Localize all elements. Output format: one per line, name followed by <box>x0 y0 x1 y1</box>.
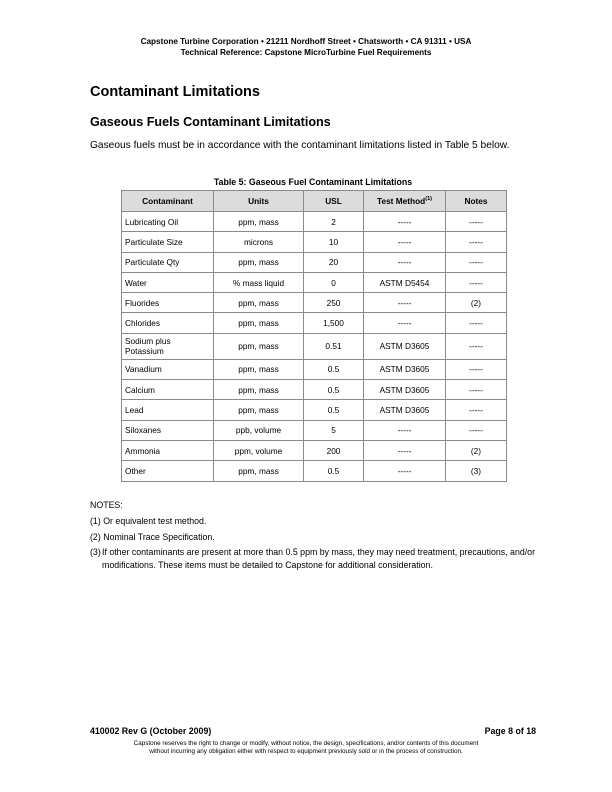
cell-notes: ----- <box>446 313 507 333</box>
cell-usl: 0.5 <box>304 400 364 420</box>
cell-test-method: ASTM D3605 <box>364 400 446 420</box>
cell-notes: ----- <box>446 380 507 400</box>
header-reference-line: Technical Reference: Capstone MicroTurbine Fuel Requirements <box>180 48 432 57</box>
table-row <box>122 440 507 460</box>
table-row <box>122 313 507 333</box>
cell-contaminant: Other <box>122 461 214 481</box>
column-header-notes: Notes <box>446 191 507 212</box>
cell-units: ppb, volume <box>214 420 304 440</box>
cell-test-method: ASTM D3605 <box>364 333 446 359</box>
cell-notes: ----- <box>446 232 507 252</box>
cell-usl: 0.5 <box>304 461 364 481</box>
table-row <box>122 400 507 420</box>
subsection-title: Gaseous Fuels Contaminant Limitations <box>90 115 331 129</box>
column-header-usl: USL <box>304 191 364 212</box>
cell-notes: (3) <box>446 461 507 481</box>
footer-page-number: Page 8 of 18 <box>484 726 536 736</box>
section-title: Contaminant Limitations <box>90 84 260 100</box>
cell-test-method: ----- <box>364 252 446 272</box>
cell-test-method: ASTM D5454 <box>364 272 446 292</box>
cell-contaminant: Vanadium <box>122 359 214 379</box>
note-item <box>90 531 215 544</box>
cell-usl: 200 <box>304 440 364 460</box>
column-header-contaminant: Contaminant <box>122 191 214 212</box>
cell-notes: ----- <box>446 212 507 232</box>
cell-usl: 2 <box>304 212 364 232</box>
cell-notes: (2) <box>446 440 507 460</box>
cell-units: ppm, mass <box>214 313 304 333</box>
cell-notes: ----- <box>446 420 507 440</box>
cell-contaminant: Fluorides <box>122 293 214 313</box>
cell-units: % mass liquid <box>214 272 304 292</box>
cell-test-method: ----- <box>364 461 446 481</box>
cell-notes: ----- <box>446 400 507 420</box>
cell-contaminant: Particulate Size <box>122 232 214 252</box>
table-row <box>122 252 507 272</box>
cell-test-method: ----- <box>364 212 446 232</box>
cell-contaminant: Water <box>122 272 214 292</box>
cell-contaminant: Siloxanes <box>122 420 214 440</box>
table-caption: Table 5: Gaseous Fuel Contaminant Limitations <box>213 177 413 187</box>
note-number: (2) <box>90 532 101 542</box>
cell-units: ppm, mass <box>214 461 304 481</box>
note-item <box>90 515 206 528</box>
cell-contaminant: Particulate Qty <box>122 252 214 272</box>
cell-usl: 0.5 <box>304 359 364 379</box>
cell-units: ppm, mass <box>214 380 304 400</box>
header-company-line: Capstone Turbine Corporation • 21211 Nordhoff Street • Chatsworth • CA 91311 • USA <box>140 37 472 46</box>
table-row <box>122 461 507 481</box>
intro-paragraph: Gaseous fuels must be in accordance with the contaminant limitations listed in Table 5 below. <box>90 140 510 151</box>
footer-disclaimer-line-1: Capstone reserves the right to change or modify, without notice, the design, specifications, and/or contents of this document <box>133 740 479 747</box>
table-row <box>122 232 507 252</box>
notes-heading: NOTES: <box>90 500 123 510</box>
table-row <box>122 212 507 232</box>
cell-notes: ----- <box>446 272 507 292</box>
column-header-test-method <box>364 191 446 212</box>
cell-test-method: ----- <box>364 293 446 313</box>
cell-units: microns <box>214 232 304 252</box>
footer-disclaimer-line-2: without incurring any obligation either with respect to equipment previously sold or in the process of construction. <box>149 748 463 755</box>
cell-usl: 250 <box>304 293 364 313</box>
table-row <box>122 293 507 313</box>
cell-usl: 1,500 <box>304 313 364 333</box>
cell-contaminant: Lead <box>122 400 214 420</box>
footer-document-id: 410002 Rev G (October 2009) <box>90 726 212 736</box>
table-header-row <box>122 191 507 212</box>
cell-notes: (2) <box>446 293 507 313</box>
cell-contaminant: Lubricating Oil <box>122 212 214 232</box>
cell-units: ppm, volume <box>214 440 304 460</box>
note-item <box>90 546 535 571</box>
cell-test-method: ASTM D3605 <box>364 359 446 379</box>
table-row <box>122 420 507 440</box>
table-row <box>122 359 507 379</box>
note-text: If other contaminants are present at more than 0.5 ppm by mass, they may need treatment, precautions, and/or modifications. These items must be detailed to Capstone for additional consideration. <box>102 547 535 570</box>
cell-usl: 10 <box>304 232 364 252</box>
cell-contaminant: Sodium plus Potassium <box>122 333 214 359</box>
cell-units: ppm, mass <box>214 252 304 272</box>
cell-units: ppm, mass <box>214 333 304 359</box>
cell-contaminant: Calcium <box>122 380 214 400</box>
note-text: Or equivalent test method. <box>103 516 207 526</box>
cell-notes: ----- <box>446 359 507 379</box>
cell-notes: ----- <box>446 333 507 359</box>
test-method-footnote-ref: (1) <box>425 196 432 203</box>
table-row <box>122 272 507 292</box>
note-text: Nominal Trace Specification. <box>103 532 215 542</box>
cell-units: ppm, mass <box>214 212 304 232</box>
cell-test-method: ----- <box>364 440 446 460</box>
cell-contaminant: Ammonia <box>122 440 214 460</box>
cell-usl: 0 <box>304 272 364 292</box>
cell-units: ppm, mass <box>214 400 304 420</box>
cell-test-method: ----- <box>364 313 446 333</box>
cell-test-method: ----- <box>364 420 446 440</box>
column-header-units: Units <box>214 191 304 212</box>
table-row <box>122 380 507 400</box>
cell-usl: 0.51 <box>304 333 364 359</box>
table-row <box>122 333 507 359</box>
cell-units: ppm, mass <box>214 359 304 379</box>
cell-usl: 0.5 <box>304 380 364 400</box>
cell-usl: 20 <box>304 252 364 272</box>
cell-contaminant: Chlorides <box>122 313 214 333</box>
contaminant-table <box>121 190 507 482</box>
test-method-label: Test Method <box>377 196 426 206</box>
cell-test-method: ----- <box>364 232 446 252</box>
cell-usl: 5 <box>304 420 364 440</box>
cell-notes: ----- <box>446 252 507 272</box>
note-number: (1) <box>90 516 101 526</box>
cell-units: ppm, mass <box>214 293 304 313</box>
note-number: (3) <box>90 547 101 557</box>
cell-test-method: ASTM D3605 <box>364 380 446 400</box>
